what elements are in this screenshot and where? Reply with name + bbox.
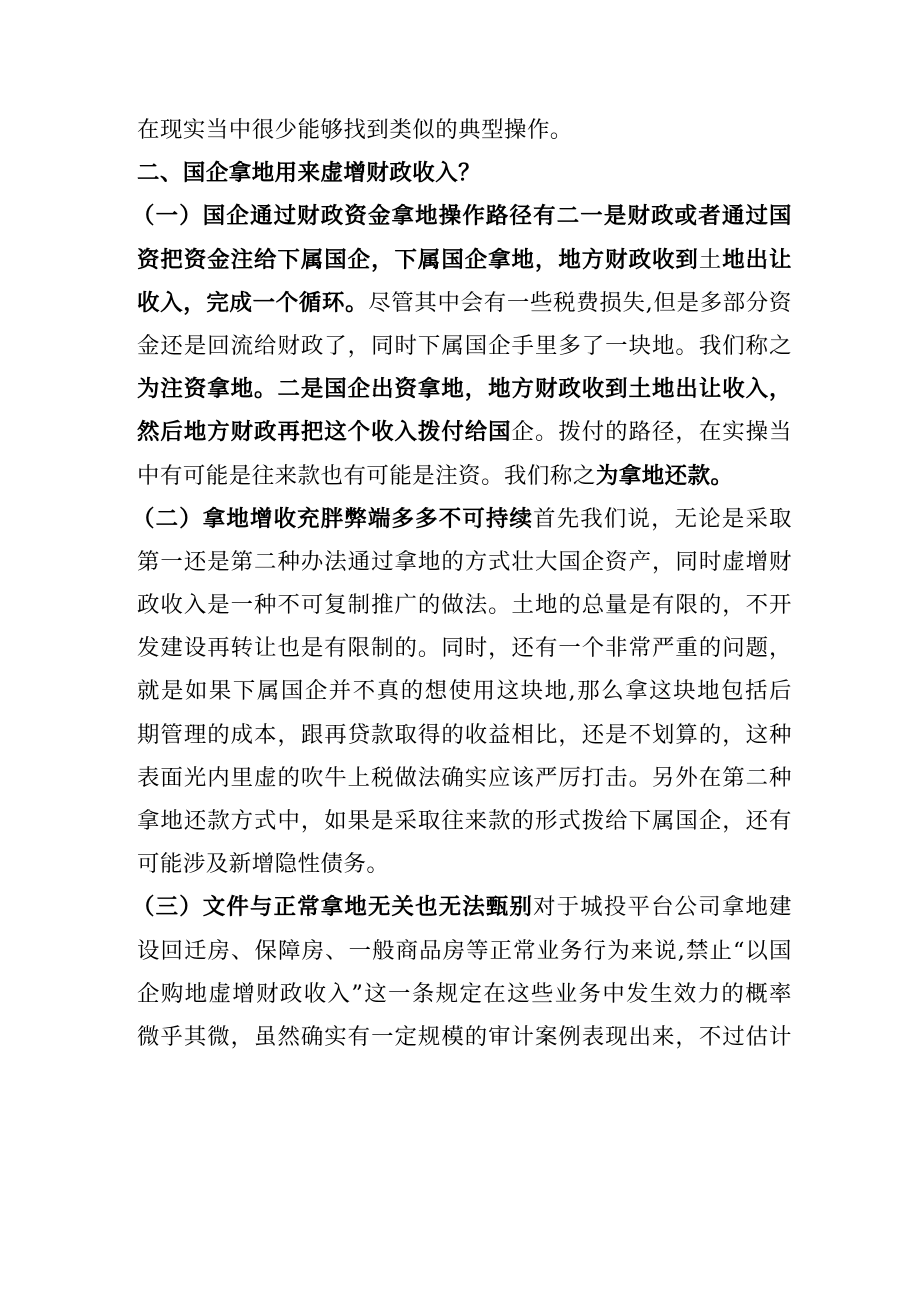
body-text: 设回迁房、保障房、一般商品房等正常业务行为来说,禁止“以国	[137, 937, 792, 964]
bold-text: 为拿地还款。	[595, 462, 734, 489]
text-line	[137, 455, 792, 498]
text-line	[137, 973, 792, 1016]
body-text: 中有可能是往来款也有可能是注资。我们称之	[137, 462, 596, 489]
bold-text: 然后地方财政再把这个收入拨付给国	[137, 419, 512, 446]
text-line	[137, 325, 792, 368]
text-line	[137, 411, 792, 454]
bold-text: （二）拿地增收充胖弊端多多不可持续	[132, 505, 534, 532]
bold-text: （一）国企通过财政资金拿地操作路径有二一是财政或者通过国	[132, 203, 792, 230]
text-line	[137, 800, 792, 843]
body-text: 尽管其中会有一些税费损失,但是多部分资	[368, 289, 792, 316]
text-line	[137, 368, 792, 411]
body-text: 在现实当中很少能够找到类似的典型操作。	[137, 117, 573, 143]
body-text: 金还是回流给财政了，同时下属国企手里多了一块地。我们称之	[137, 332, 792, 359]
body-text: 拿地还款方式中，如果是采取往来款的形式拨给下属国企，还有	[137, 808, 792, 834]
text-line	[137, 109, 792, 152]
bold-text: （三）文件与正常拿地无关也无法甄别	[132, 894, 534, 921]
text-line	[137, 930, 792, 973]
text-line	[137, 627, 792, 670]
document-body	[132, 109, 792, 1059]
bold-text: 为注资拿地。二是国企出资拿地，地方财政收到土地出让收入，	[137, 376, 792, 403]
text-line	[137, 757, 792, 800]
text-line	[137, 714, 792, 757]
text-line	[137, 541, 792, 584]
body-text: 企。拨付的路径，在实操当	[511, 419, 792, 446]
text-line	[137, 1016, 792, 1059]
bold-text: 地出让	[722, 246, 792, 273]
bold-text: 二、国企拿地用来虚增财政收入？	[137, 160, 482, 187]
text-line	[132, 195, 792, 238]
body-text: 就是如果下属国企并不真的想使用这块地,那么拿这块地包括后	[137, 678, 792, 705]
body-text: 微乎其微，虽然确实有一定规模的审计案例表现出来，不过估计	[137, 1023, 792, 1050]
text-line	[132, 498, 792, 541]
bold-text: 资把资金注给下属国企，下属国企拿地，地方财政收到	[137, 246, 699, 273]
body-text: 发建设再转让也是有限制的。同时，还有一个非常严重的问题，	[137, 635, 792, 662]
body-text: 土	[698, 246, 723, 273]
text-line	[137, 239, 792, 282]
bold-text: 收入，完成一个循环。	[137, 289, 369, 316]
body-text: 表面光内里虚的吹牛上税做法确实应该严厉打击。另外在第二种	[137, 764, 792, 791]
body-text: 期管理的成本，跟再贷款取得的收益相比，还是不划算的，这种	[137, 721, 792, 748]
section-heading	[137, 152, 792, 195]
body-text: 首先我们说，无论是采取	[533, 505, 792, 532]
body-text: 对于城投平台公司拿地建	[533, 894, 792, 921]
body-text: 可能涉及新增隐性债务。	[137, 851, 390, 878]
text-line	[132, 886, 792, 929]
body-text: 政收入是一种不可复制推广的做法。土地的总量是有限的，不开	[137, 592, 792, 619]
body-text: 企购地虚增财政收入”这一条规定在这些业务中发生效力的概率	[137, 980, 792, 1007]
text-line	[137, 282, 792, 325]
body-text: 第一还是第二种办法通过拿地的方式壮大国企资产，同时虚增财	[137, 548, 792, 575]
text-line	[137, 843, 792, 886]
text-line	[137, 670, 792, 713]
text-line	[137, 584, 792, 627]
